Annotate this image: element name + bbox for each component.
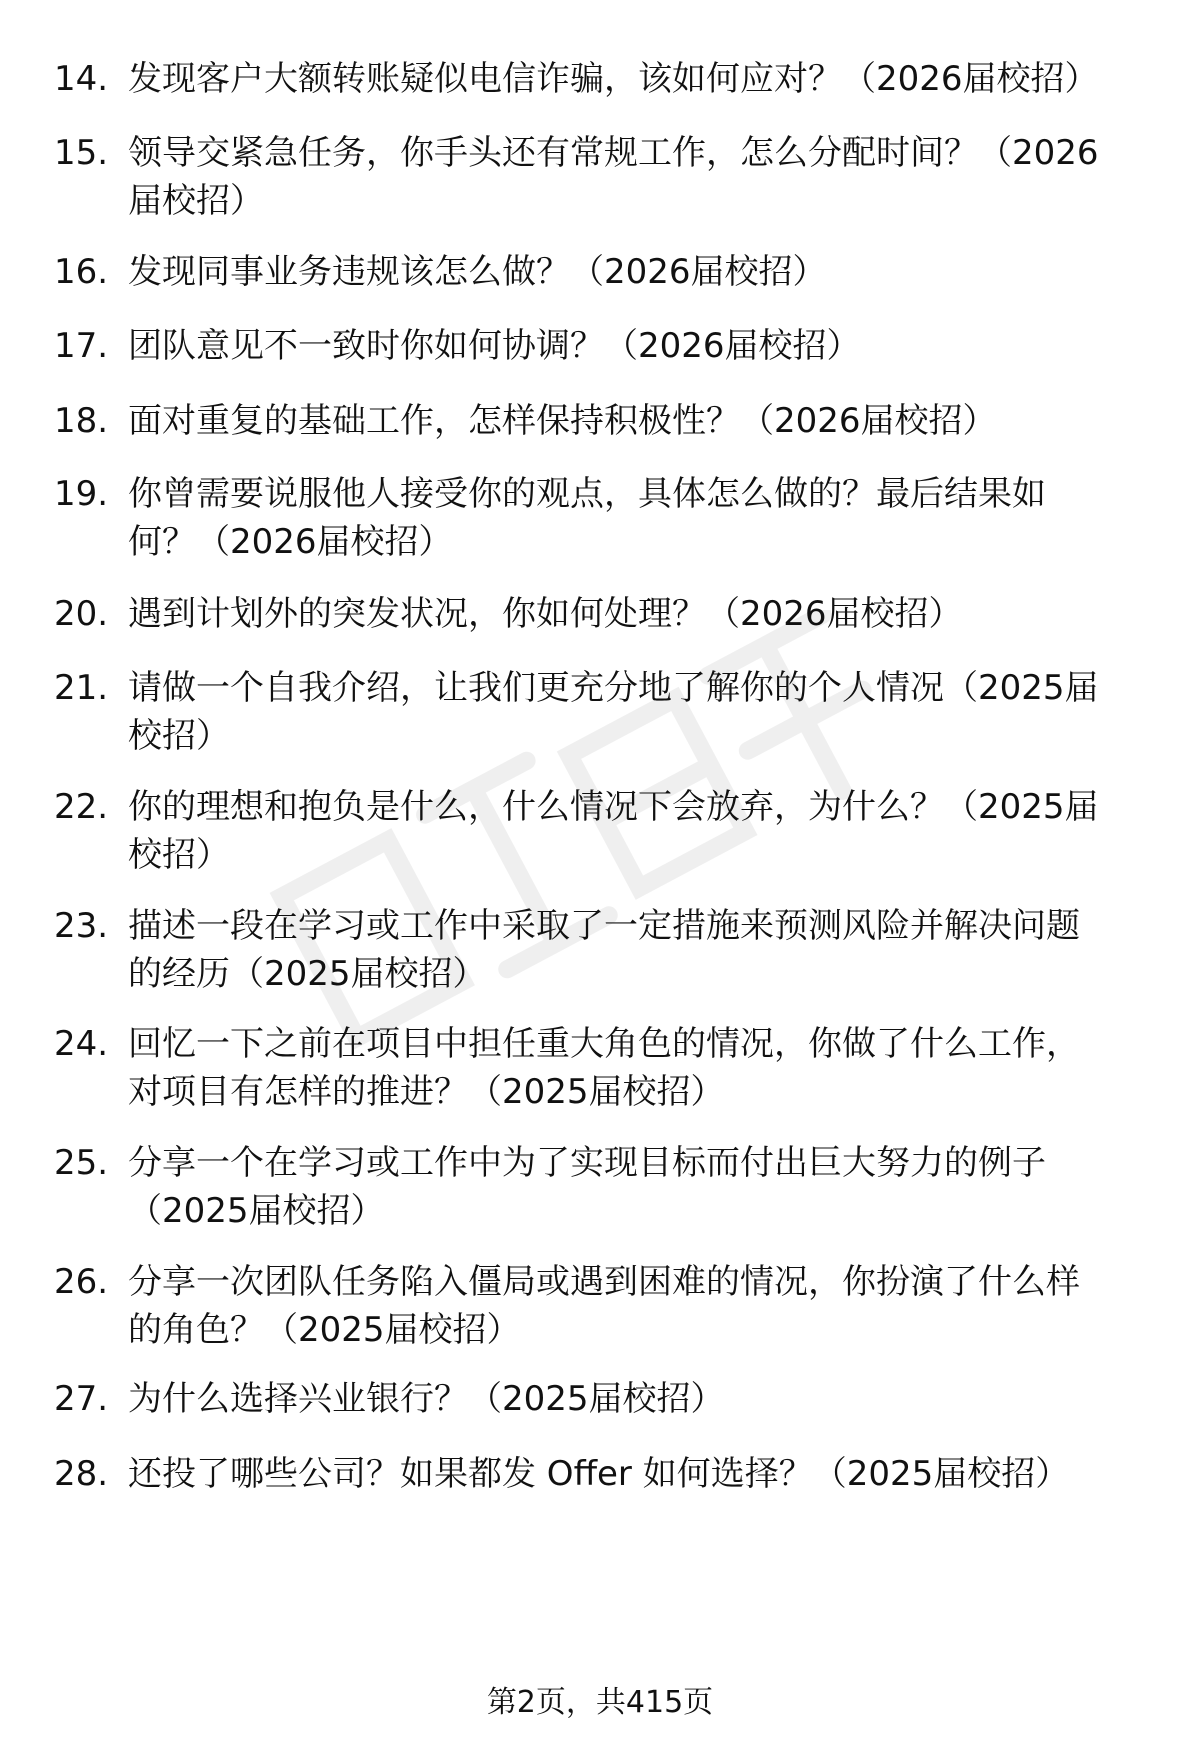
question-text: 为什么选择兴业银行？（2025届校招） (128, 1379, 725, 1419)
question-text: 遇到计划外的突发状况，你如何处理？（2026届校招） (128, 594, 963, 634)
question-text: 领导交紧急任务，你手头还有常规工作，怎么分配时间？（2026 届校招） (128, 133, 1099, 221)
question-text: 发现客户大额转账疑似电信诈骗，该如何应对？（2026届校招） (128, 59, 1099, 99)
question-text: 面对重复的基础工作，怎样保持积极性？（2026届校招） (128, 401, 997, 441)
question-text: 团队意见不一致时你如何协调？（2026届校招） (128, 326, 861, 366)
question-number: 16. (54, 252, 109, 292)
question-number: 26. (54, 1262, 109, 1302)
question-number: 14. (54, 59, 109, 99)
question-number: 18. (54, 401, 109, 441)
question-text: 请做一个自我介绍，让我们更充分地了解你的个人情况（2025届 校招） (128, 668, 1099, 756)
question-number: 28. (54, 1454, 109, 1494)
question-number: 24. (54, 1024, 109, 1064)
question-number: 19. (54, 474, 109, 514)
question-number: 17. (54, 326, 109, 366)
page-footer: 第2页，共415页 (486, 1685, 714, 1720)
question-number: 20. (54, 594, 109, 634)
question-number: 25. (54, 1143, 109, 1183)
question-number: 22. (54, 787, 109, 827)
question-text: 还投了哪些公司？如果都发 Offer 如何选择？（2025届校招） (128, 1454, 1070, 1494)
question-text: 分享一个在学习或工作中为了实现目标而付出巨大努力的例子 （2025届校招） (128, 1143, 1046, 1231)
question-number: 21. (54, 668, 109, 708)
question-number: 15. (54, 133, 109, 173)
question-text: 你的理想和抱负是什么，什么情况下会放弃，为什么？（2025届 校招） (128, 787, 1099, 875)
question-text: 你曾需要说服他人接受你的观点，具体怎么做的？最后结果如 何？（2026届校招） (128, 474, 1046, 562)
question-number: 23. (54, 906, 109, 946)
question-text: 回忆一下之前在项目中担任重大角色的情况，你做了什么工作， 对项目有怎样的推进？（2025届校招） (128, 1024, 1080, 1112)
question-text: 分享一次团队任务陷入僵局或遇到困难的情况，你扮演了什么样 的角色？（2025届校招） (128, 1262, 1080, 1350)
question-text: 描述一段在学习或工作中采取了一定措施来预测风险并解决问题 的经历（2025届校招） (128, 906, 1080, 994)
question-text: 发现同事业务违规该怎么做？（2026届校招） (128, 252, 827, 292)
question-number: 27. (54, 1379, 109, 1419)
